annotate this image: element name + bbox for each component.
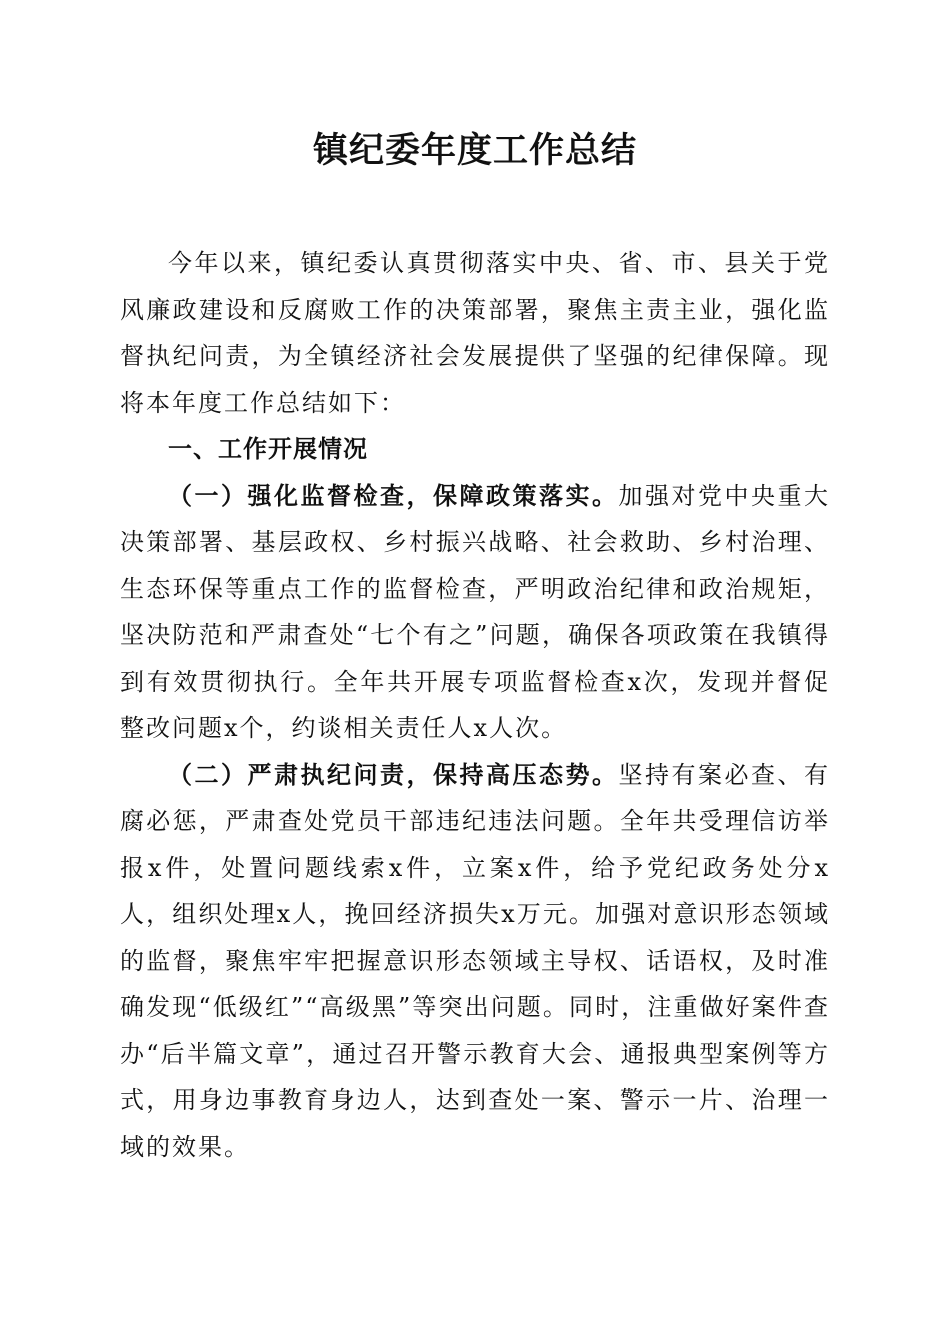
item-body-2: 坚持有案必查、有腐必惩，严肃查处党员干部违纪违法问题。全年共受理信访举报x件，处置问题线索x件，立案x件，给予党纪政务处分x人，组织处理x人，挽回经济损失x万元。加强对意识形态领域的监督，聚焦牢牢把握意识形态领域主导权、话语权，及时准确发现“低级红”“高级黑”等突出问题。同时，注重做好案件查办“后半篇文章”，通过召开警示教育大会、通报典型案例等方式，用身边事教育身边人，达到查处一案、警示一片、治理一域的效果。 — [120, 760, 830, 1161]
item-paragraph-1 — [120, 473, 830, 752]
item-paragraph-2 — [120, 752, 830, 1171]
intro-paragraph: 今年以来，镇纪委认真贯彻落实中央、省、市、县关于党风廉政建设和反腐败工作的决策部署，聚焦主责主业，强化监督执纪问责，为全镇经济社会发展提供了坚强的纪律保障。现将本年度工作总结如下： — [120, 249, 830, 417]
item-body-1: 加强对党中央重大决策部署、基层政权、乡村振兴战略、社会救助、乡村治理、生态环保等重点工作的监督检查，严明政治纪律和政治规矩，坚决防范和严肃查处“七个有之”问题，确保各项政策在我镇得到有效贯彻执行。全年共开展专项监督检查x次，发现并督促整改问题x个，约谈相关责任人x人次。 — [120, 481, 830, 742]
item-lead-2: （二）严肃执纪问责，保持高压态势。 — [168, 759, 619, 789]
item-lead-1: （一）强化监督检查，保障政策落实。 — [168, 480, 619, 510]
document-title: 镇纪委年度工作总结 — [312, 130, 637, 171]
section-heading: 一、工作开展情况 — [168, 435, 368, 463]
document-page — [120, 130, 830, 1170]
